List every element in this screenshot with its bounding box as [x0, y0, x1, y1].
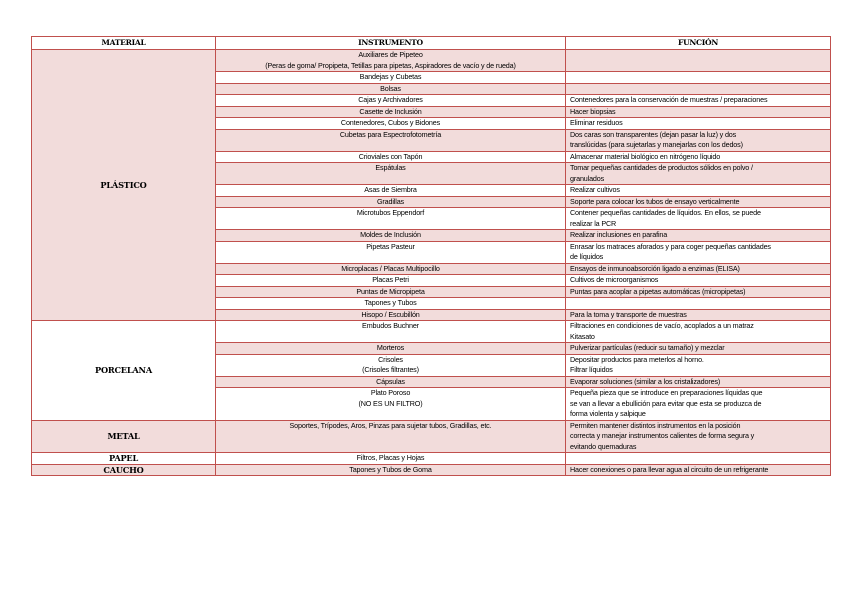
- table-row: [32, 321, 831, 343]
- funcion-line: Permiten mantener distintos instrumentos en la posición: [570, 420, 741, 430]
- funcion-line: Eliminar residuos: [570, 118, 623, 127]
- funcion-line: Puntas para acoplar a pipetas automáticas (micropipetas): [570, 286, 746, 296]
- instrumento-cell: [216, 464, 566, 476]
- instrumento-line: Crioviales con Tapón: [358, 151, 423, 161]
- funcion-line: forma violenta y salpique: [570, 409, 646, 418]
- instrumento-line: Soportes, Trípodes, Aros, Pinzas para sujetar tubos, Gradillas, etc.: [289, 420, 492, 430]
- instrumento-line: (Peras de goma/ Propipeta, Tetillas para pipetas, Aspiradores de vacío y de rueda): [265, 60, 516, 70]
- instrumento-cell: [216, 309, 566, 321]
- funcion-cell: [566, 343, 831, 355]
- instrumento-line: Microplacas / Placas Multipocillo: [341, 263, 440, 273]
- funcion-line: Realizar cultivos: [570, 185, 620, 194]
- instrumento-line: Microtubos Eppendorf: [356, 208, 425, 217]
- funcion-line: Evaporar soluciones (similar a los cristalizadores): [570, 376, 721, 386]
- instrumento-line: Casette de Inclusión: [359, 106, 422, 116]
- instrumento-cell: [216, 208, 566, 230]
- instrumento-line: Cápsulas: [376, 376, 405, 386]
- instrumento-line: Auxiliares de Pipeteo: [358, 50, 423, 59]
- instrumento-cell: [216, 241, 566, 263]
- instrumento-line: Hisopo / Escubillón: [361, 309, 420, 319]
- instrumento-line: Puntas de Micropipeta: [356, 286, 425, 296]
- instrumento-cell: [216, 129, 566, 151]
- instrumento-line: (NO ES UN FILTRO): [358, 398, 423, 408]
- table-row: [32, 420, 831, 453]
- instrumento-cell: [216, 50, 566, 72]
- funcion-line: Pulverizar partículas (reducir su tamaño) y mezclar: [570, 343, 725, 352]
- instrumento-cell: [216, 453, 566, 465]
- instrumento-line: Plato Poroso: [370, 388, 411, 397]
- instrumento-line: Filtros, Placas y Hojas: [356, 453, 425, 462]
- instrumento-cell: [216, 263, 566, 275]
- funcion-line: correcta y manejar instrumentos calientes de forma segura y: [570, 431, 755, 440]
- header-instrumento: INSTRUMENTO: [216, 37, 566, 50]
- funcion-cell: [566, 354, 831, 376]
- instrumento-cell: [216, 376, 566, 388]
- funcion-line: Filtraciones en condiciones de vacío, acoplados a un matraz: [570, 321, 754, 330]
- materials-table: [31, 36, 831, 476]
- table-row: [32, 50, 831, 72]
- funcion-line: evitando quemaduras: [570, 441, 637, 451]
- instrumento-cell: [216, 298, 566, 310]
- material-cell: PAPEL: [32, 453, 216, 465]
- funcion-cell: [566, 50, 831, 72]
- funcion-cell: [566, 72, 831, 84]
- funcion-cell: [566, 129, 831, 151]
- instrumento-line: Cubetas para Espectrofotometría: [339, 129, 442, 139]
- funcion-line: Contener pequeñas cantidades de líquidos. En ellos, se puede: [570, 208, 761, 217]
- instrumento-cell: [216, 163, 566, 185]
- funcion-line: Realizar inclusiones en parafina: [570, 230, 668, 239]
- funcion-line: Tomar pequeñas cantidades de productos sólidos en polvo /: [570, 163, 753, 172]
- instrumento-cell: [216, 72, 566, 84]
- funcion-cell: [566, 163, 831, 185]
- funcion-cell: [566, 95, 831, 107]
- funcion-line: Ensayos de inmunoabsorción ligado a enzimas (ELISA): [570, 263, 740, 273]
- instrumento-cell: [216, 118, 566, 130]
- funcion-line: Dos caras son transparentes (dejan pasar la luz) y dos: [570, 129, 737, 139]
- funcion-cell: [566, 208, 831, 230]
- instrumento-line: Placas Petri: [372, 275, 409, 284]
- funcion-line: Depositar productos para meterlos al horno.: [570, 354, 704, 364]
- funcion-cell: [566, 286, 831, 298]
- funcion-cell: [566, 420, 831, 453]
- table-row: [32, 453, 831, 465]
- funcion-cell: [566, 298, 831, 310]
- instrumento-cell: [216, 286, 566, 298]
- funcion-line: Contenedores para la conservación de muestras / preparaciones: [570, 95, 768, 104]
- instrumento-cell: [216, 106, 566, 118]
- instrumento-line: Espátulas: [375, 163, 406, 172]
- instrumento-line: Contenedores, Cubos y Bidones: [340, 118, 441, 127]
- funcion-line: Enrasar los matraces aforados y para coger pequeñas cantidades: [570, 241, 771, 251]
- funcion-line: Hacer biopsias: [570, 106, 616, 116]
- instrumento-cell: [216, 321, 566, 343]
- funcion-cell: [566, 321, 831, 343]
- funcion-line: Para la toma y transporte de muestras: [570, 309, 687, 319]
- funcion-cell: [566, 464, 831, 476]
- instrumento-line: Asas de Siembra: [364, 185, 417, 194]
- funcion-cell: [566, 83, 831, 95]
- instrumento-line: Bandejas y Cubetas: [359, 72, 422, 81]
- table-row: [32, 464, 831, 476]
- instrumento-line: Tapones y Tubos de Goma: [349, 464, 432, 474]
- instrumento-cell: [216, 196, 566, 208]
- funcion-line: Cultivos de microorganismos: [570, 275, 659, 284]
- instrumento-line: Crisoles: [378, 354, 403, 364]
- material-cell: PLÁSTICO: [32, 50, 216, 321]
- material-cell: CAUCHO: [32, 464, 216, 476]
- funcion-cell: [566, 376, 831, 388]
- funcion-line: de líquidos: [570, 252, 604, 261]
- funcion-line: granulados: [570, 173, 605, 183]
- header-row: [32, 37, 831, 50]
- table-body: [32, 50, 831, 476]
- material-cell: METAL: [32, 420, 216, 453]
- funcion-line: se van a llevar a ebullición para evitar que esta se produzca de: [570, 398, 762, 408]
- funcion-line: Filtrar líquidos: [570, 365, 613, 374]
- instrumento-cell: [216, 354, 566, 376]
- header-material: MATERIAL: [32, 37, 216, 50]
- instrumento-line: Moldes de Inclusión: [360, 230, 421, 239]
- material-cell: PORCELANA: [32, 321, 216, 421]
- funcion-cell: [566, 309, 831, 321]
- instrumento-cell: [216, 343, 566, 355]
- instrumento-line: Bolsas: [380, 83, 401, 93]
- funcion-cell: [566, 106, 831, 118]
- funcion-cell: [566, 275, 831, 287]
- instrumento-line: Cajas y Archivadores: [358, 95, 423, 104]
- instrumento-cell: [216, 388, 566, 421]
- header-funcion: FUNCIÓN: [566, 37, 831, 50]
- funcion-line: translúcidas (para sujetarlas y manejarlas con los dedos): [570, 140, 743, 149]
- funcion-cell: [566, 185, 831, 197]
- funcion-line: Kitasato: [570, 331, 595, 341]
- instrumento-line: Morteros: [376, 343, 405, 352]
- funcion-cell: [566, 151, 831, 163]
- instrumento-line: (Crisoles filtrantes): [362, 365, 419, 374]
- funcion-cell: [566, 453, 831, 465]
- funcion-cell: [566, 196, 831, 208]
- funcion-cell: [566, 388, 831, 421]
- instrumento-cell: [216, 420, 566, 453]
- instrumento-cell: [216, 151, 566, 163]
- instrumento-cell: [216, 185, 566, 197]
- funcion-line: Soporte para colocar los tubos de ensayo verticalmente: [570, 196, 740, 206]
- funcion-line: Pequeña pieza que se introduce en preparaciones líquidas que: [570, 388, 763, 397]
- funcion-cell: [566, 118, 831, 130]
- instrumento-line: Tapones y Tubos: [364, 298, 417, 307]
- funcion-line: Hacer conexiones o para llevar agua al circuito de un refrigerante: [570, 464, 769, 474]
- instrumento-cell: [216, 83, 566, 95]
- funcion-cell: [566, 263, 831, 275]
- instrumento-line: Gradillas: [376, 196, 404, 206]
- instrumento-cell: [216, 230, 566, 242]
- instrumento-cell: [216, 95, 566, 107]
- instrumento-line: Pipetas Pasteur: [366, 241, 415, 251]
- funcion-line: Almacenar material biológico en nitrógeno líquido: [570, 151, 721, 161]
- funcion-cell: [566, 230, 831, 242]
- instrumento-line: Embudos Buchner: [362, 321, 419, 330]
- instrumento-cell: [216, 275, 566, 287]
- funcion-cell: [566, 241, 831, 263]
- funcion-line: realizar la PCR: [570, 218, 617, 228]
